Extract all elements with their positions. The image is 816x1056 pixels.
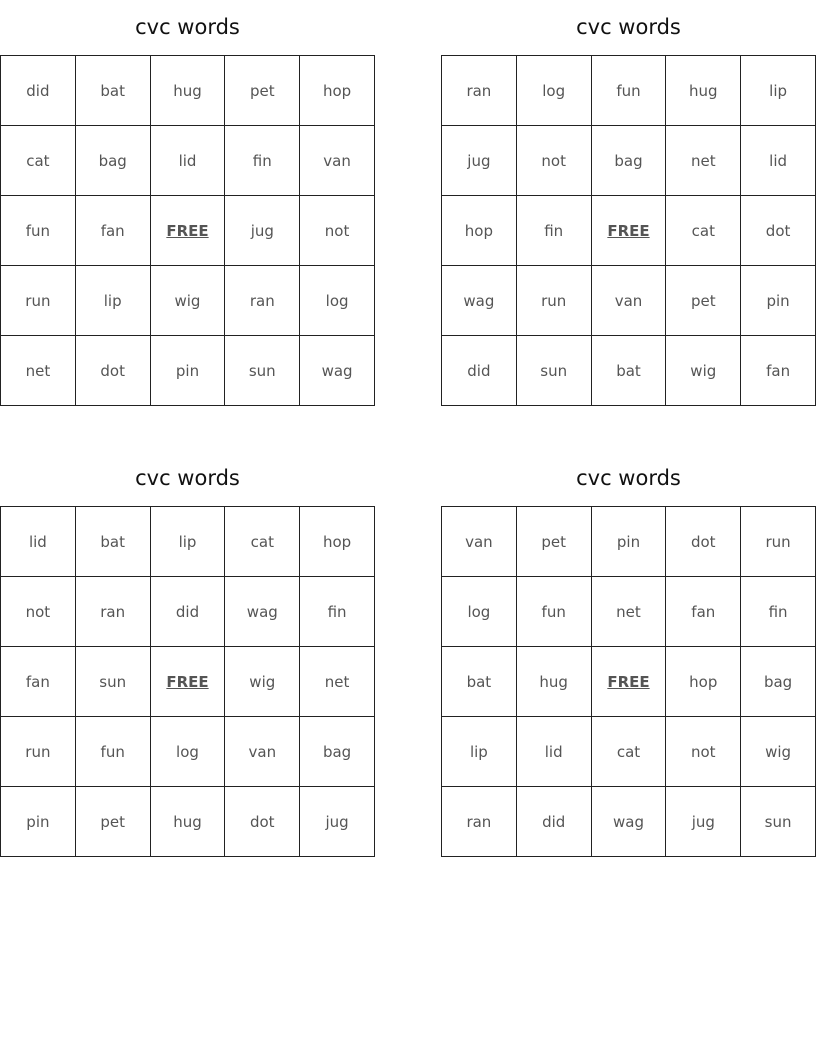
grid-cell: lip <box>150 507 225 577</box>
grid-row <box>1 56 375 126</box>
grid-cell: pet <box>666 266 741 336</box>
bingo-grid <box>441 55 816 406</box>
bingo-card-2 <box>441 0 816 406</box>
grid-cell: sun <box>225 336 300 406</box>
grid-cell: wig <box>225 647 300 717</box>
grid-cell: run <box>741 507 816 577</box>
bingo-card-1 <box>0 0 375 406</box>
bingo-card-4 <box>441 451 816 857</box>
grid-cell: sun <box>741 787 816 857</box>
grid-cell: dot <box>75 336 150 406</box>
grid-cell: fan <box>75 196 150 266</box>
grid-cell: not <box>300 196 375 266</box>
grid-cell: fan <box>666 577 741 647</box>
grid-cell: net <box>666 126 741 196</box>
grid-row <box>1 787 375 857</box>
grid-cell: cat <box>666 196 741 266</box>
grid-row <box>442 126 816 196</box>
grid-cell: ran <box>75 577 150 647</box>
grid-cell: did <box>1 56 76 126</box>
grid-cell: hop <box>300 56 375 126</box>
grid-cell: fan <box>741 336 816 406</box>
free-space-cell: FREE <box>591 196 666 266</box>
card-title: cvc words <box>135 466 240 490</box>
grid-cell: wig <box>666 336 741 406</box>
grid-cell: fun <box>1 196 76 266</box>
grid-cell: lip <box>442 717 517 787</box>
grid-row <box>1 336 375 406</box>
grid-cell: cat <box>1 126 76 196</box>
grid-cell: fin <box>516 196 591 266</box>
grid-row <box>442 717 816 787</box>
grid-cell: dot <box>666 507 741 577</box>
grid-cell: pin <box>150 336 225 406</box>
grid-cell: net <box>591 577 666 647</box>
grid-cell: dot <box>225 787 300 857</box>
grid-cell: hop <box>442 196 517 266</box>
grid-cell: hug <box>666 56 741 126</box>
grid-cell: log <box>516 56 591 126</box>
grid-cell: wag <box>225 577 300 647</box>
grid-cell: hug <box>150 56 225 126</box>
free-space-cell: FREE <box>150 647 225 717</box>
grid-cell: fin <box>741 577 816 647</box>
grid-cell: did <box>442 336 517 406</box>
grid-cell: ran <box>442 787 517 857</box>
grid-row <box>442 647 816 717</box>
grid-row <box>1 266 375 336</box>
grid-row <box>442 507 816 577</box>
grid-cell: jug <box>225 196 300 266</box>
grid-cell: bag <box>300 717 375 787</box>
grid-cell: van <box>442 507 517 577</box>
bingo-grid <box>0 506 375 857</box>
grid-row <box>1 577 375 647</box>
grid-cell: hop <box>300 507 375 577</box>
grid-row <box>1 507 375 577</box>
grid-cell: wig <box>150 266 225 336</box>
grid-cell: run <box>1 717 76 787</box>
grid-cell: pin <box>1 787 76 857</box>
grid-row <box>1 126 375 196</box>
grid-cell: fun <box>516 577 591 647</box>
grid-cell: run <box>516 266 591 336</box>
grid-cell: bat <box>442 647 517 717</box>
grid-cell: lip <box>75 266 150 336</box>
grid-cell: sun <box>75 647 150 717</box>
grid-cell: log <box>442 577 517 647</box>
grid-cell: fin <box>225 126 300 196</box>
grid-cell: van <box>591 266 666 336</box>
card-title: cvc words <box>135 15 240 39</box>
grid-cell: fin <box>300 577 375 647</box>
grid-row <box>442 266 816 336</box>
card-title: cvc words <box>576 15 681 39</box>
grid-cell: pet <box>75 787 150 857</box>
grid-cell: fun <box>591 56 666 126</box>
grid-cell: lid <box>741 126 816 196</box>
grid-cell: wag <box>442 266 517 336</box>
bingo-grid <box>441 506 816 857</box>
grid-cell: net <box>1 336 76 406</box>
grid-cell: ran <box>442 56 517 126</box>
grid-cell: not <box>1 577 76 647</box>
grid-row <box>442 787 816 857</box>
grid-cell: jug <box>300 787 375 857</box>
grid-cell: cat <box>225 507 300 577</box>
grid-cell: sun <box>516 336 591 406</box>
grid-cell: bat <box>75 507 150 577</box>
grid-cell: did <box>150 577 225 647</box>
grid-cell: van <box>300 126 375 196</box>
grid-cell: wig <box>741 717 816 787</box>
grid-row <box>442 336 816 406</box>
grid-row <box>442 577 816 647</box>
grid-cell: hug <box>516 647 591 717</box>
grid-cell: pet <box>516 507 591 577</box>
grid-cell: pin <box>741 266 816 336</box>
grid-cell: net <box>300 647 375 717</box>
grid-cell: bag <box>591 126 666 196</box>
bingo-card-3 <box>0 451 375 857</box>
grid-cell: wag <box>300 336 375 406</box>
bingo-grid <box>0 55 375 406</box>
grid-cell: lip <box>741 56 816 126</box>
grid-cell: hug <box>150 787 225 857</box>
grid-row <box>1 647 375 717</box>
grid-cell: did <box>516 787 591 857</box>
grid-cell: ran <box>225 266 300 336</box>
grid-row <box>1 717 375 787</box>
grid-cell: hop <box>666 647 741 717</box>
grid-row <box>1 196 375 266</box>
grid-cell: fun <box>75 717 150 787</box>
grid-row <box>442 56 816 126</box>
grid-cell: run <box>1 266 76 336</box>
grid-cell: lid <box>150 126 225 196</box>
grid-cell: bat <box>591 336 666 406</box>
grid-cell: cat <box>591 717 666 787</box>
grid-cell: jug <box>442 126 517 196</box>
grid-cell: not <box>666 717 741 787</box>
free-space-cell: FREE <box>150 196 225 266</box>
card-title: cvc words <box>576 466 681 490</box>
grid-cell: wag <box>591 787 666 857</box>
grid-cell: bag <box>75 126 150 196</box>
free-space-cell: FREE <box>591 647 666 717</box>
grid-cell: log <box>300 266 375 336</box>
grid-cell: pin <box>591 507 666 577</box>
grid-cell: fan <box>1 647 76 717</box>
grid-cell: dot <box>741 196 816 266</box>
grid-cell: not <box>516 126 591 196</box>
grid-cell: pet <box>225 56 300 126</box>
grid-cell: jug <box>666 787 741 857</box>
grid-cell: log <box>150 717 225 787</box>
grid-cell: lid <box>1 507 76 577</box>
grid-row <box>442 196 816 266</box>
grid-cell: van <box>225 717 300 787</box>
grid-cell: bag <box>741 647 816 717</box>
grid-cell: lid <box>516 717 591 787</box>
grid-cell: bat <box>75 56 150 126</box>
